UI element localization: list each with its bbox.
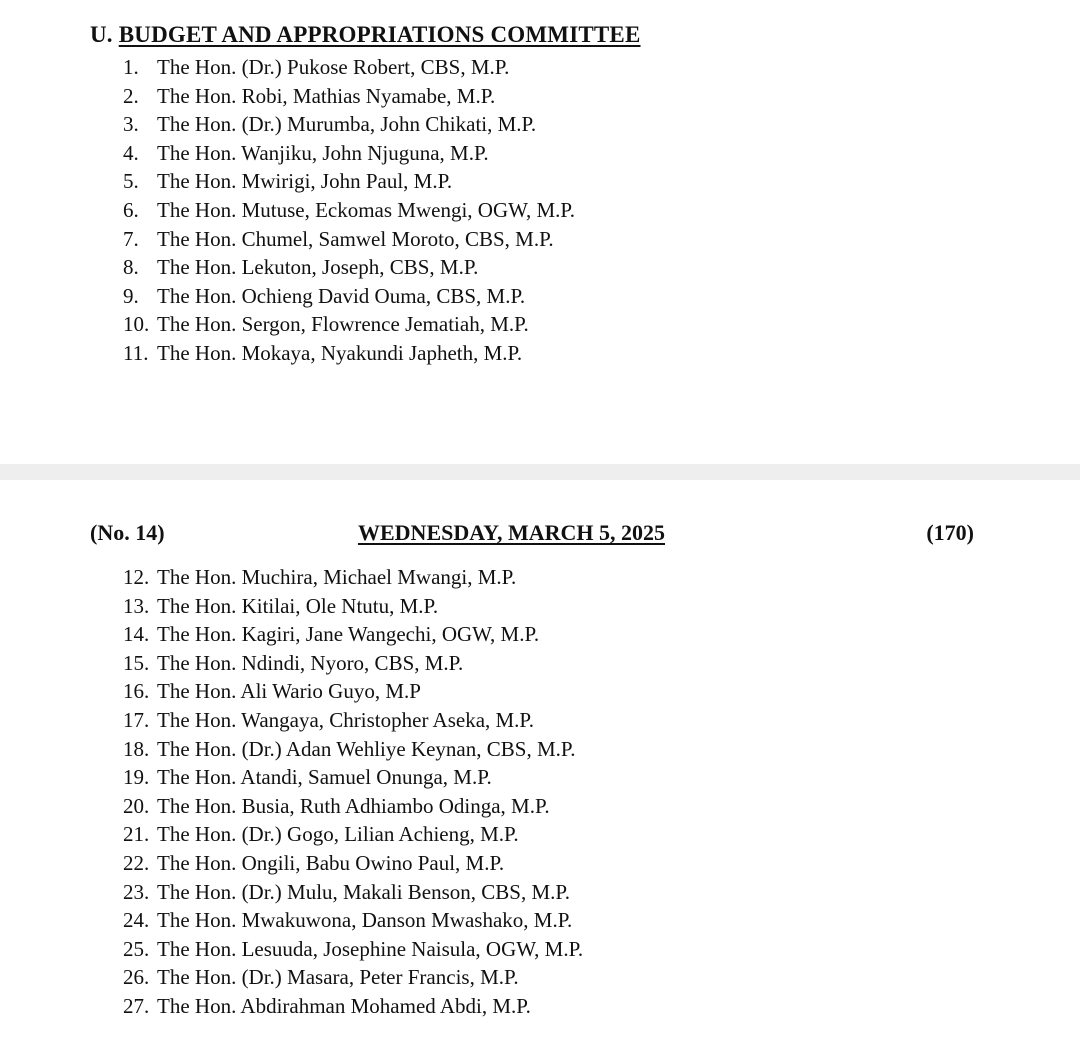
member-number: 17.: [123, 707, 150, 732]
member-number: 12.: [123, 565, 150, 589]
member-list-item: [123, 310, 575, 339]
member-list-item: [123, 339, 575, 368]
member-number: 4.: [123, 140, 139, 165]
member-list-item: [123, 677, 583, 706]
member-name: The Hon. Lesuuda, Josephine Naisula, OGW, M.P.: [157, 936, 584, 961]
member-name: The Hon. Mokaya, Nyakundi Japheth, M.P.: [157, 340, 523, 365]
member-number: 19.: [123, 765, 150, 790]
member-name: The Hon. Chumel, Samwel Moroto, CBS, M.P.: [157, 226, 554, 251]
member-number: 9.: [123, 283, 139, 308]
member-number: 10.: [123, 312, 150, 337]
page-header: [90, 520, 974, 550]
member-number: 16.: [123, 679, 150, 704]
member-name: The Hon. Ali Wario Guyo, M.P: [157, 679, 421, 704]
member-number: 6.: [123, 197, 139, 222]
member-number: 13.: [123, 593, 150, 618]
committee-heading: [90, 22, 641, 48]
member-list-item: [123, 649, 583, 678]
member-list-part-2: [123, 563, 583, 1021]
member-name: The Hon. (Dr.) Adan Wehliye Keynan, CBS, M.P.: [157, 736, 576, 761]
member-name: The Hon. (Dr.) Gogo, Lilian Achieng, M.P.: [157, 822, 519, 847]
member-list-item: [123, 620, 583, 649]
member-number: 2.: [123, 83, 139, 108]
member-list-item: [123, 820, 583, 849]
member-number: 26.: [123, 965, 150, 990]
page-number: (170): [926, 520, 974, 545]
member-list-item: [123, 963, 583, 992]
member-list-item: [123, 935, 583, 964]
committee-title: BUDGET AND APPROPRIATIONS COMMITTEE: [118, 22, 641, 47]
member-name: The Hon. (Dr.) Murumba, John Chikati, M.P.: [157, 112, 537, 137]
member-name: The Hon. Kagiri, Jane Wangechi, OGW, M.P.: [157, 622, 540, 647]
member-list-item: [123, 792, 583, 821]
member-number: 22.: [123, 850, 150, 875]
member-list-part-1: [123, 53, 575, 368]
member-list-item: [123, 110, 575, 139]
member-list-item: [123, 992, 583, 1021]
member-number: 1.: [123, 55, 139, 79]
member-list-item: [123, 878, 583, 907]
member-number: 21.: [123, 822, 150, 847]
member-number: 18.: [123, 736, 150, 761]
member-list-item: [123, 196, 575, 225]
member-name: The Hon. Lekuton, Joseph, CBS, M.P.: [157, 255, 479, 280]
member-list-item: [123, 563, 583, 592]
member-list-item: [123, 139, 575, 168]
member-name: The Hon. Wanjiku, John Njuguna, M.P.: [157, 140, 489, 165]
member-list-item: [123, 225, 575, 254]
member-name: The Hon. Ongili, Babu Owino Paul, M.P.: [157, 850, 505, 875]
member-number: 8.: [123, 255, 139, 280]
member-name: The Hon. Muchira, Michael Mwangi, M.P.: [157, 565, 517, 589]
member-list-item: [123, 763, 583, 792]
member-list-item: [123, 82, 575, 111]
page-separator: [0, 464, 1080, 480]
member-number: 23.: [123, 879, 150, 904]
member-number: 27.: [123, 993, 150, 1018]
member-number: 3.: [123, 112, 139, 137]
section-letter: U.: [90, 22, 113, 47]
member-number: 11.: [123, 340, 149, 365]
member-list-item: [123, 53, 575, 82]
member-name: The Hon. (Dr.) Mulu, Makali Benson, CBS, M.P.: [157, 879, 571, 904]
member-number: 20.: [123, 793, 150, 818]
member-list-item: [123, 706, 583, 735]
page-top: [0, 0, 1080, 464]
member-number: 15.: [123, 650, 150, 675]
member-name: The Hon. Atandi, Samuel Onunga, M.P.: [157, 765, 492, 790]
member-list-item: [123, 849, 583, 878]
member-list-item: [123, 282, 575, 311]
member-name: The Hon. Kitilai, Ole Ntutu, M.P.: [157, 593, 439, 618]
member-name: The Hon. Mwakuwona, Danson Mwashako, M.P.: [157, 908, 573, 933]
member-name: The Hon. (Dr.) Masara, Peter Francis, M.P.: [157, 965, 519, 990]
member-number: 5.: [123, 169, 139, 194]
member-list-item: [123, 592, 583, 621]
member-number: 24.: [123, 908, 150, 933]
member-list-item: [123, 253, 575, 282]
member-name: The Hon. Sergon, Flowrence Jematiah, M.P.: [157, 312, 529, 337]
member-name: The Hon. Robi, Mathias Nyamabe, M.P.: [157, 83, 496, 108]
member-number: 25.: [123, 936, 150, 961]
member-list-item: [123, 735, 583, 764]
member-name: The Hon. Mutuse, Eckomas Mwengi, OGW, M.P.: [157, 197, 576, 222]
issue-date: WEDNESDAY, MARCH 5, 2025: [358, 520, 666, 545]
member-name: The Hon. Ochieng David Ouma, CBS, M.P.: [157, 283, 526, 308]
issue-number: (No. 14): [90, 520, 165, 545]
member-number: 7.: [123, 226, 139, 251]
member-list-item: [123, 167, 575, 196]
member-name: The Hon. Abdirahman Mohamed Abdi, M.P.: [157, 993, 531, 1018]
member-name: The Hon. Ndindi, Nyoro, CBS, M.P.: [157, 650, 464, 675]
member-name: The Hon. Wangaya, Christopher Aseka, M.P.: [157, 707, 535, 732]
member-name: The Hon. (Dr.) Pukose Robert, CBS, M.P.: [157, 55, 510, 79]
member-name: The Hon. Busia, Ruth Adhiambo Odinga, M.P.: [157, 793, 550, 818]
member-number: 14.: [123, 622, 150, 647]
member-name: The Hon. Mwirigi, John Paul, M.P.: [157, 169, 453, 194]
member-list-item: [123, 906, 583, 935]
